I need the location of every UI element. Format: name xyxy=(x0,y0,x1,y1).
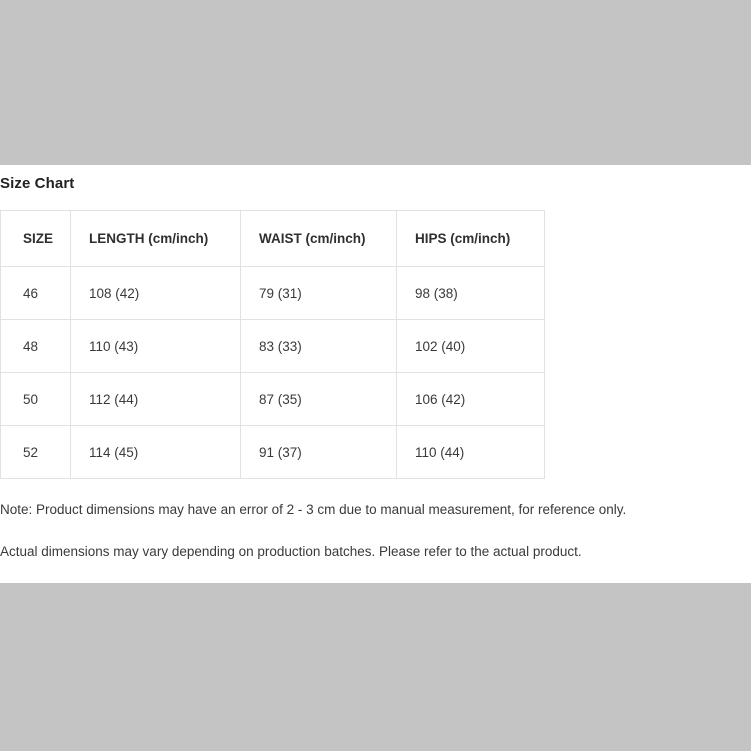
cell-waist: 87 (35) xyxy=(241,373,397,426)
cell-size: 52 xyxy=(1,426,71,479)
page-title: Size Chart xyxy=(0,175,75,192)
production-note: Actual dimensions may vary depending on production batches. Please refer to the actual product. xyxy=(0,544,582,559)
cell-hips: 110 (44) xyxy=(397,426,545,479)
cell-size: 48 xyxy=(1,320,71,373)
cell-size: 50 xyxy=(1,373,71,426)
top-background-band xyxy=(0,0,751,165)
cell-length: 108 (42) xyxy=(71,267,241,320)
table-row xyxy=(1,373,545,426)
column-header-hips: HIPS (cm/inch) xyxy=(397,211,545,267)
size-chart-content xyxy=(0,165,751,583)
cell-waist: 83 (33) xyxy=(241,320,397,373)
cell-size: 46 xyxy=(1,267,71,320)
cell-length: 110 (43) xyxy=(71,320,241,373)
cell-hips: 102 (40) xyxy=(397,320,545,373)
measurement-note: Note: Product dimensions may have an error of 2 - 3 cm due to manual measurement, for reference only. xyxy=(0,502,627,517)
cell-waist: 79 (31) xyxy=(241,267,397,320)
column-header-size: SIZE xyxy=(1,211,71,267)
size-chart-table xyxy=(0,210,545,479)
table-row xyxy=(1,320,545,373)
cell-length: 112 (44) xyxy=(71,373,241,426)
bottom-background-band xyxy=(0,583,751,751)
cell-hips: 106 (42) xyxy=(397,373,545,426)
cell-waist: 91 (37) xyxy=(241,426,397,479)
table-row xyxy=(1,267,545,320)
column-header-length: LENGTH (cm/inch) xyxy=(71,211,241,267)
cell-length: 114 (45) xyxy=(71,426,241,479)
table-header-row xyxy=(1,211,545,267)
cell-hips: 98 (38) xyxy=(397,267,545,320)
table-row xyxy=(1,426,545,479)
column-header-waist: WAIST (cm/inch) xyxy=(241,211,397,267)
